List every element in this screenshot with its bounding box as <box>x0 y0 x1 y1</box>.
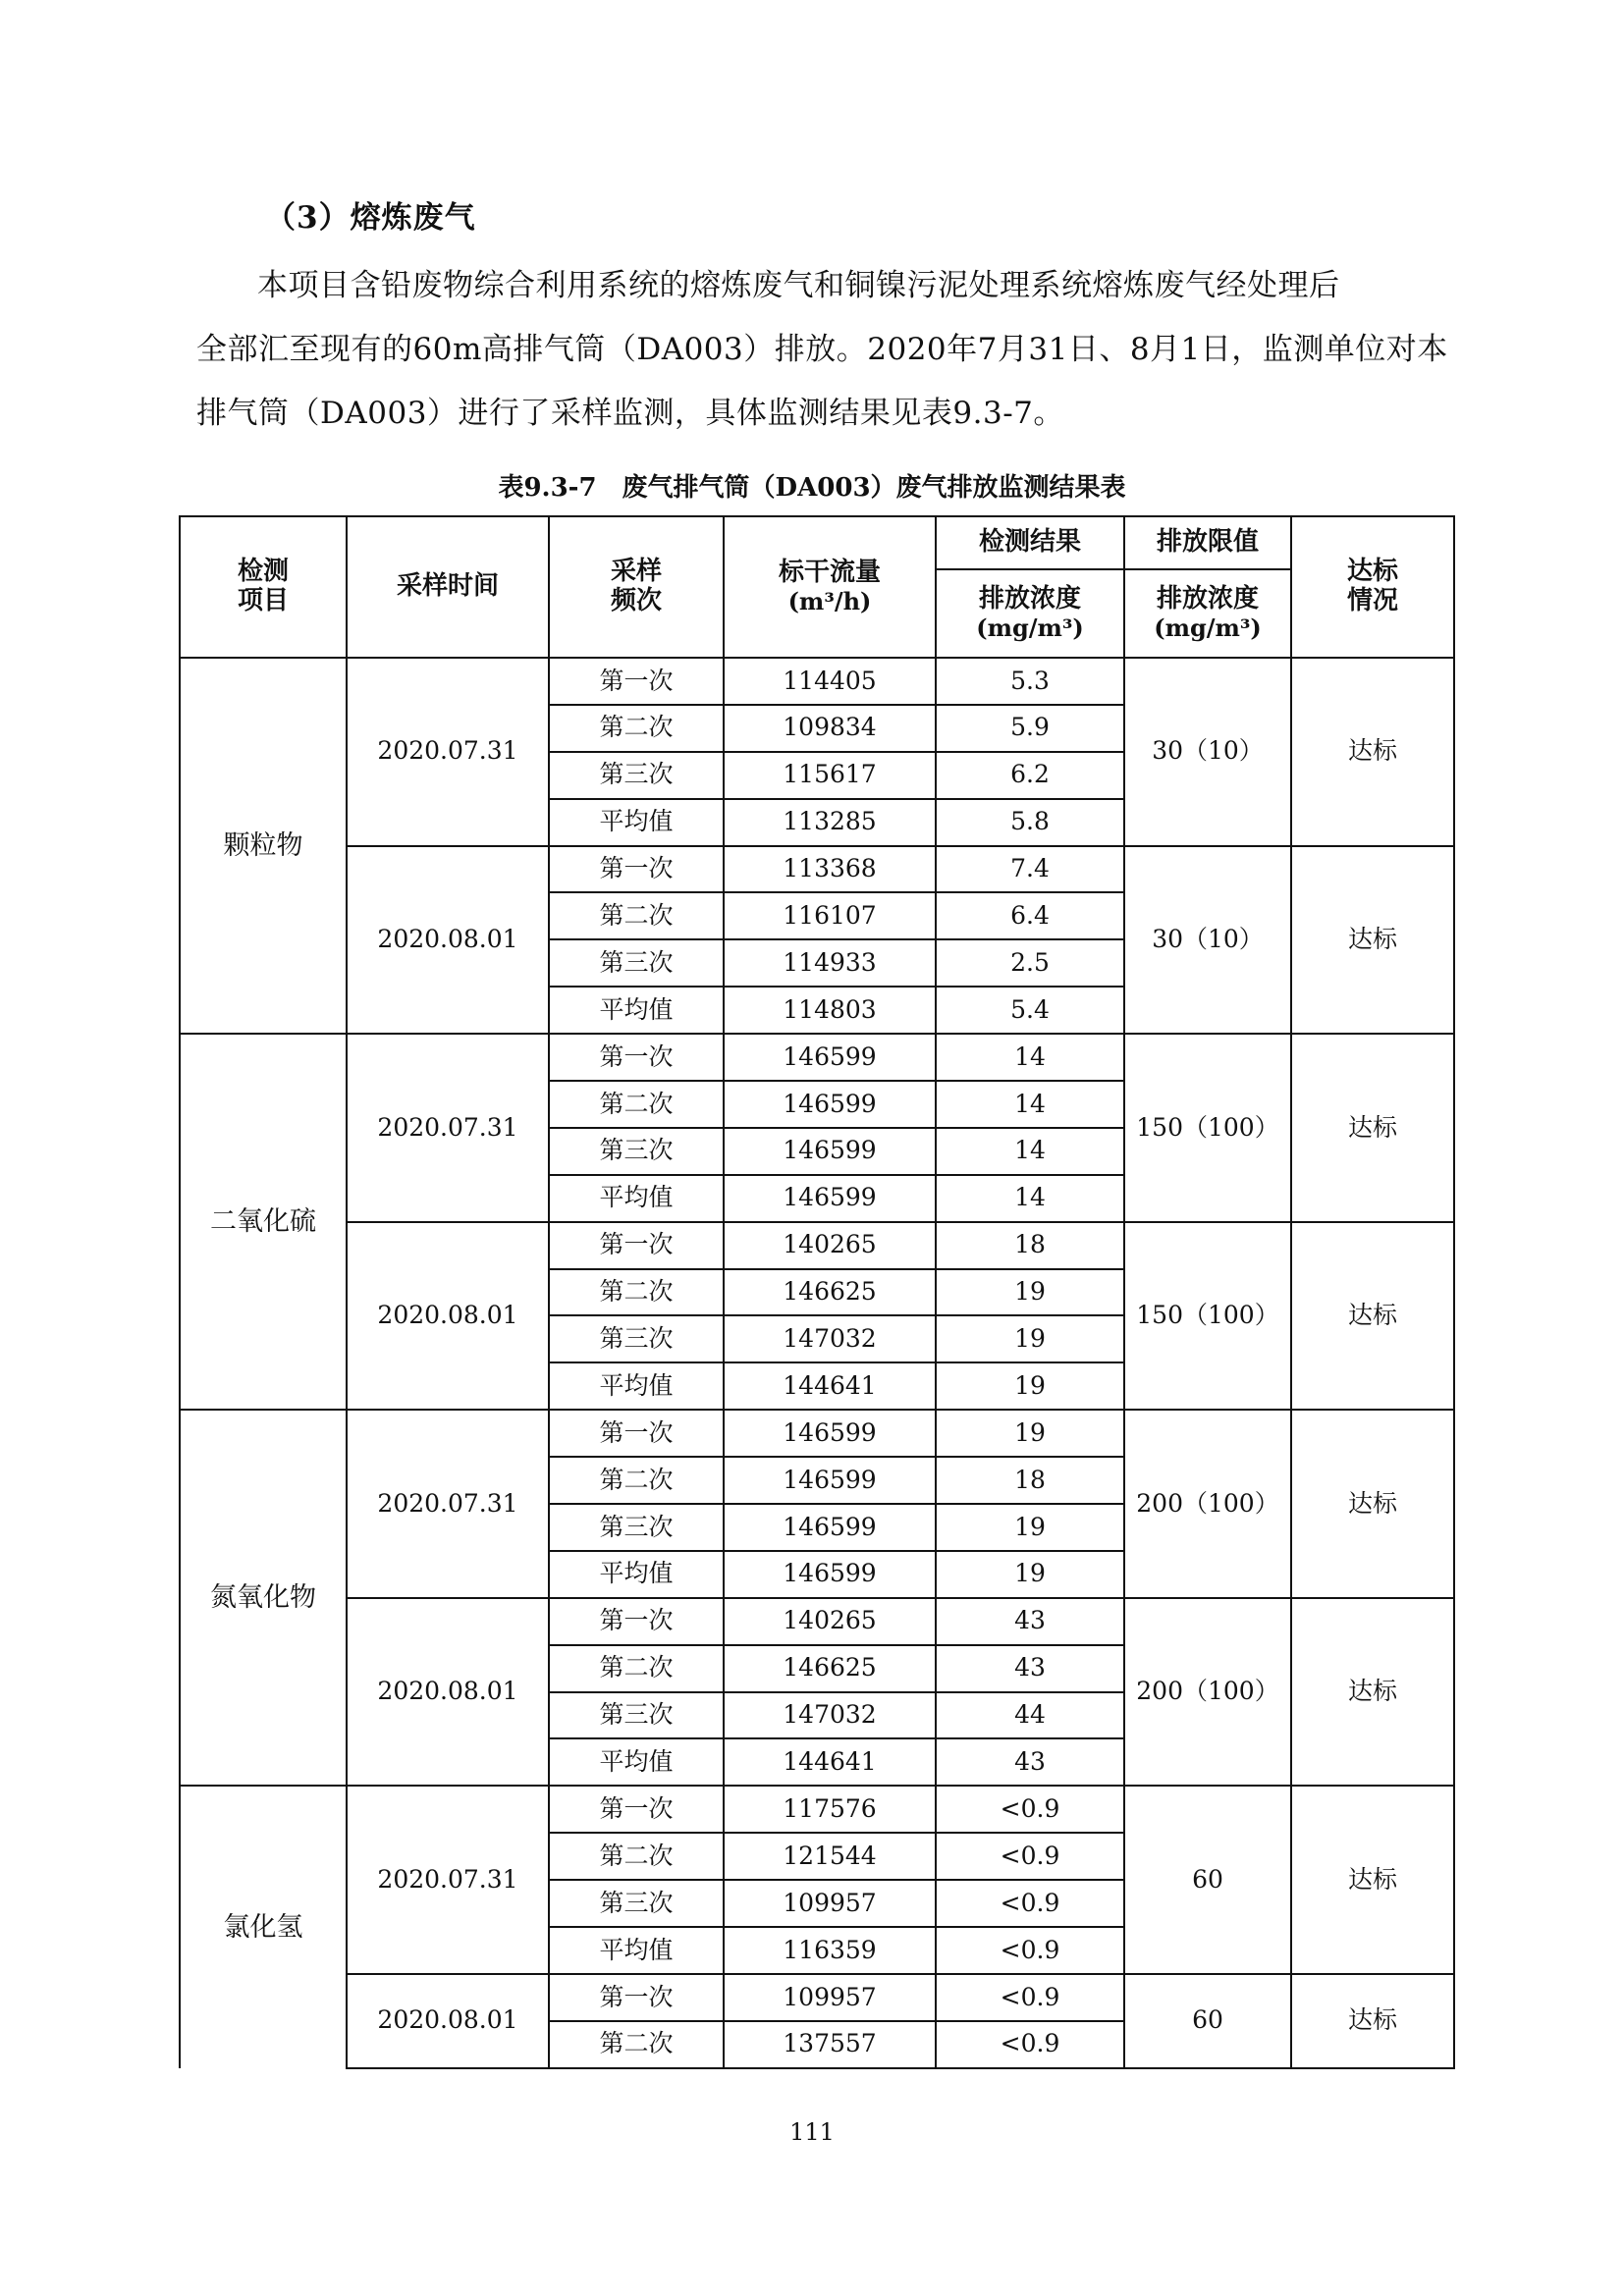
cell-frequency: 平均值 <box>549 799 724 846</box>
header-sampling-frequency: 采样 频次 <box>549 516 724 658</box>
page-number: 111 <box>789 2118 835 2146</box>
table-row <box>180 1034 1454 1081</box>
cell-flow: 144641 <box>724 1738 936 1786</box>
table-row <box>180 1974 1454 2021</box>
cell-concentration: 6.2 <box>936 752 1124 799</box>
cell-frequency: 第三次 <box>549 1315 724 1362</box>
paragraph-line-3: 排气筒（DA003）进行了采样监测，具体监测结果见表9.3-7。 <box>196 396 1064 431</box>
cell-flow: 109834 <box>724 705 936 752</box>
header-limit-conc-unit: (mg/m³) <box>1154 614 1262 643</box>
cell-frequency: 第三次 <box>549 1880 724 1927</box>
table-row <box>180 1786 1454 1833</box>
cell-flow: 146599 <box>724 1551 936 1598</box>
cell-flow: 115617 <box>724 752 936 799</box>
cell-limit: 200（100） <box>1124 1598 1291 1787</box>
cell-frequency: 第二次 <box>549 1269 724 1316</box>
cell-frequency: 第一次 <box>549 1034 724 1081</box>
cell-date: 2020.07.31 <box>347 658 549 846</box>
cell-flow: 140265 <box>724 1222 936 1269</box>
cell-concentration: 18 <box>936 1457 1124 1504</box>
cell-flow: 146599 <box>724 1457 936 1504</box>
cell-flow: 146599 <box>724 1504 936 1551</box>
cell-concentration: 6.4 <box>936 892 1124 939</box>
cell-status: 达标 <box>1291 1410 1454 1598</box>
cell-item: 氮氧化物 <box>180 1410 347 1786</box>
cell-flow: 114803 <box>724 987 936 1034</box>
cell-frequency: 第三次 <box>549 752 724 799</box>
header-result-concentration <box>936 569 1124 658</box>
paragraph-line-2: 全部汇至现有的60m高排气筒（DA003）排放。2020年7月31日、8月1日，监测单位对本 <box>196 332 1448 367</box>
cell-frequency: 第二次 <box>549 892 724 939</box>
table-row <box>180 1222 1454 1269</box>
table-row <box>180 1598 1454 1645</box>
cell-frequency: 第二次 <box>549 1081 724 1128</box>
cell-flow: 116359 <box>724 1927 936 1974</box>
table-row <box>180 1410 1454 1457</box>
monitoring-results-table <box>179 515 1455 2069</box>
cell-frequency: 第三次 <box>549 1128 724 1175</box>
cell-date: 2020.08.01 <box>347 1598 549 1787</box>
cell-flow: 146599 <box>724 1128 936 1175</box>
cell-date: 2020.07.31 <box>347 1410 549 1598</box>
header-result-conc-unit: (mg/m³) <box>976 614 1084 643</box>
cell-concentration: <0.9 <box>936 1974 1124 2021</box>
cell-flow: 144641 <box>724 1362 936 1410</box>
header-flow-label: 标干流量 <box>778 558 881 588</box>
cell-concentration: <0.9 <box>936 1880 1124 1927</box>
cell-frequency: 平均值 <box>549 1738 724 1786</box>
cell-concentration: 19 <box>936 1504 1124 1551</box>
cell-flow: 146599 <box>724 1175 936 1222</box>
cell-status: 达标 <box>1291 1034 1454 1222</box>
header-limit: 排放限值 <box>1124 516 1291 569</box>
cell-status: 达标 <box>1291 1598 1454 1787</box>
header-flow <box>724 516 936 658</box>
header-limit-concentration <box>1124 569 1291 658</box>
cell-item: 颗粒物 <box>180 658 347 1034</box>
cell-date: 2020.07.31 <box>347 1034 549 1222</box>
cell-status: 达标 <box>1291 846 1454 1035</box>
cell-concentration: 5.8 <box>936 799 1124 846</box>
cell-flow: 137557 <box>724 2021 936 2068</box>
cell-limit: 30（10） <box>1124 846 1291 1035</box>
cell-flow: 109957 <box>724 1974 936 2021</box>
cell-frequency: 第二次 <box>549 2021 724 2068</box>
cell-frequency: 第三次 <box>549 1504 724 1551</box>
cell-frequency: 第一次 <box>549 1222 724 1269</box>
cell-flow: 114405 <box>724 658 936 705</box>
cell-frequency: 平均值 <box>549 1927 724 1974</box>
cell-frequency: 第一次 <box>549 658 724 705</box>
cell-flow: 113368 <box>724 846 936 893</box>
cell-flow: 146599 <box>724 1034 936 1081</box>
cell-frequency: 第二次 <box>549 705 724 752</box>
cell-concentration: 43 <box>936 1645 1124 1692</box>
cell-concentration: <0.9 <box>936 2021 1124 2068</box>
cell-status: 达标 <box>1291 658 1454 846</box>
cell-flow: 147032 <box>724 1315 936 1362</box>
cell-concentration: 5.9 <box>936 705 1124 752</box>
cell-concentration: 14 <box>936 1128 1124 1175</box>
cell-concentration: 14 <box>936 1034 1124 1081</box>
header-status: 达标 情况 <box>1291 516 1454 658</box>
cell-item: 二氧化硫 <box>180 1034 347 1410</box>
cell-flow: 146599 <box>724 1081 936 1128</box>
cell-concentration: 18 <box>936 1222 1124 1269</box>
cell-frequency: 平均值 <box>549 1175 724 1222</box>
cell-date: 2020.08.01 <box>347 1974 549 2068</box>
table-body <box>180 658 1454 2068</box>
cell-concentration: 44 <box>936 1692 1124 1739</box>
header-result-conc-label: 排放浓度 <box>978 584 1081 614</box>
cell-frequency: 第一次 <box>549 846 724 893</box>
cell-concentration: 14 <box>936 1175 1124 1222</box>
cell-date: 2020.07.31 <box>347 1786 549 1974</box>
cell-concentration: 14 <box>936 1081 1124 1128</box>
cell-frequency: 第二次 <box>549 1457 724 1504</box>
cell-limit: 200（100） <box>1124 1410 1291 1598</box>
cell-flow: 114933 <box>724 939 936 987</box>
cell-frequency: 第三次 <box>549 939 724 987</box>
cell-flow: 113285 <box>724 799 936 846</box>
cell-concentration: 5.4 <box>936 987 1124 1034</box>
cell-flow: 146625 <box>724 1269 936 1316</box>
table-row <box>180 658 1454 705</box>
cell-status: 达标 <box>1291 1222 1454 1411</box>
cell-flow: 109957 <box>724 1880 936 1927</box>
cell-date: 2020.08.01 <box>347 846 549 1035</box>
cell-flow: 146599 <box>724 1410 936 1457</box>
cell-flow: 117576 <box>724 1786 936 1833</box>
cell-concentration: 2.5 <box>936 939 1124 987</box>
cell-flow: 121544 <box>724 1833 936 1880</box>
cell-flow: 116107 <box>724 892 936 939</box>
cell-concentration: 43 <box>936 1598 1124 1645</box>
table-row <box>180 846 1454 893</box>
cell-frequency: 第一次 <box>549 1598 724 1645</box>
header-sampling-time: 采样时间 <box>347 516 549 658</box>
cell-date: 2020.08.01 <box>347 1222 549 1411</box>
cell-frequency: 第一次 <box>549 1974 724 2021</box>
cell-concentration: <0.9 <box>936 1786 1124 1833</box>
cell-frequency: 第二次 <box>549 1645 724 1692</box>
cell-concentration: <0.9 <box>936 1833 1124 1880</box>
cell-limit: 60 <box>1124 1786 1291 1974</box>
table-caption: 表9.3-7 废气排气筒（DA003）废气排放监测结果表 <box>498 473 1126 503</box>
cell-concentration: 19 <box>936 1315 1124 1362</box>
header-result: 检测结果 <box>936 516 1124 569</box>
header-item: 检测 项目 <box>180 516 347 658</box>
cell-flow: 147032 <box>724 1692 936 1739</box>
cell-frequency: 第一次 <box>549 1410 724 1457</box>
cell-limit: 60 <box>1124 1974 1291 2068</box>
cell-concentration: 19 <box>936 1410 1124 1457</box>
cell-concentration: 5.3 <box>936 658 1124 705</box>
cell-limit: 150（100） <box>1124 1222 1291 1411</box>
cell-frequency: 第三次 <box>549 1692 724 1739</box>
cell-limit: 30（10） <box>1124 658 1291 846</box>
cell-concentration: 19 <box>936 1269 1124 1316</box>
section-heading: （3）熔炼废气 <box>265 200 476 236</box>
cell-item: 氯化氢 <box>180 1786 347 2067</box>
cell-frequency: 平均值 <box>549 987 724 1034</box>
cell-flow: 140265 <box>724 1598 936 1645</box>
cell-concentration: 19 <box>936 1551 1124 1598</box>
cell-concentration: 19 <box>936 1362 1124 1410</box>
header-flow-unit: (m³/h) <box>787 587 872 616</box>
header-limit-conc-label: 排放浓度 <box>1156 584 1259 614</box>
cell-concentration: 7.4 <box>936 846 1124 893</box>
cell-concentration: <0.9 <box>936 1927 1124 1974</box>
cell-frequency: 第二次 <box>549 1833 724 1880</box>
cell-frequency: 平均值 <box>549 1551 724 1598</box>
cell-status: 达标 <box>1291 1786 1454 1974</box>
cell-flow: 146625 <box>724 1645 936 1692</box>
paragraph-line-1: 本项目含铅废物综合利用系统的熔炼废气和铜镍污泥处理系统熔炼废气经处理后 <box>257 268 1340 303</box>
cell-frequency: 第一次 <box>549 1786 724 1833</box>
cell-limit: 150（100） <box>1124 1034 1291 1222</box>
cell-frequency: 平均值 <box>549 1362 724 1410</box>
cell-concentration: 43 <box>936 1738 1124 1786</box>
cell-status: 达标 <box>1291 1974 1454 2068</box>
